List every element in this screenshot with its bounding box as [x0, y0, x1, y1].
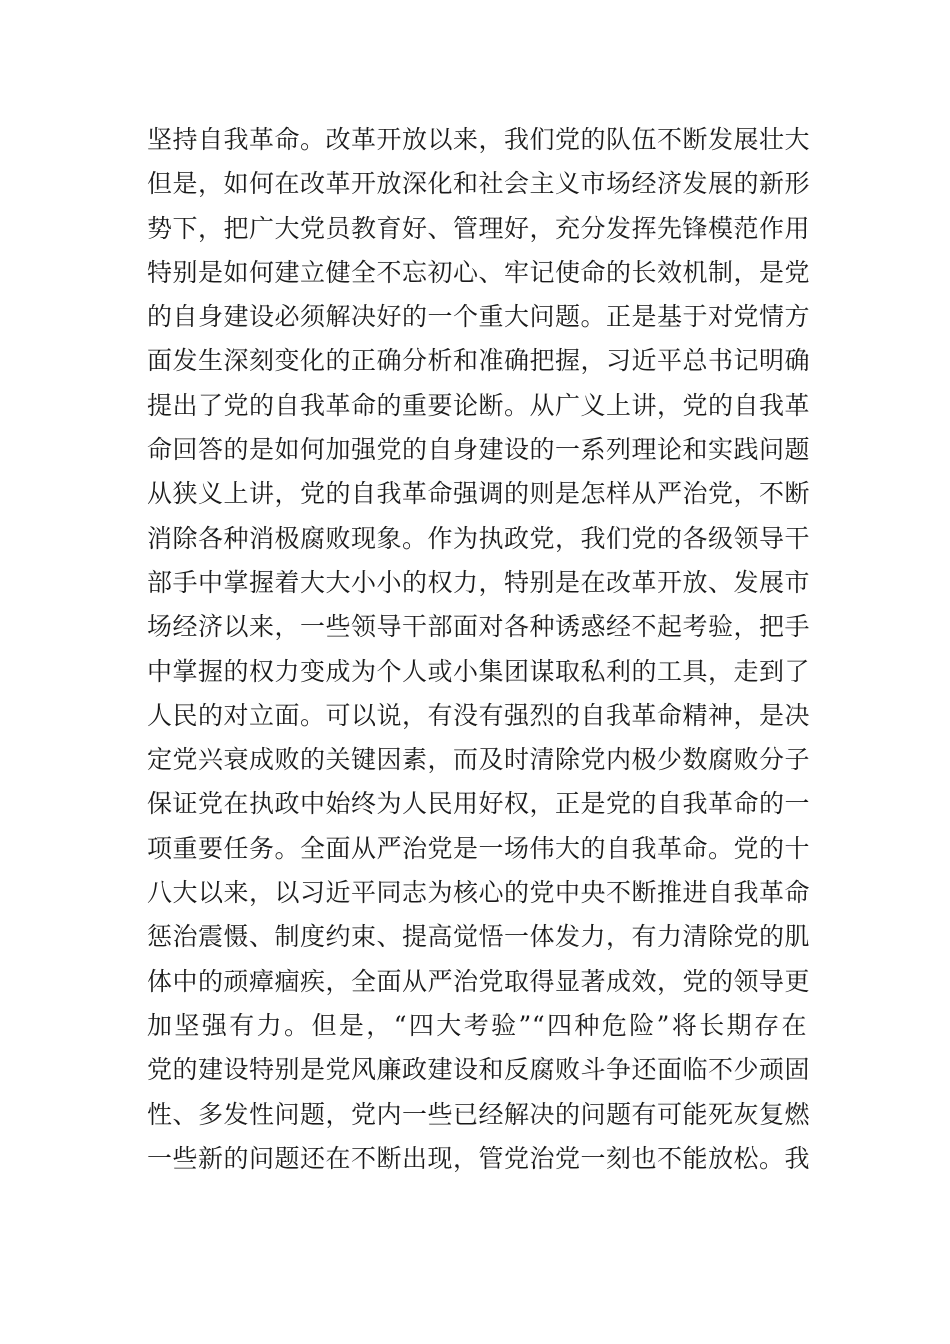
text-line: 加坚强有力。但是，“四大考验”“四种危险”将长期存在: [147, 1010, 807, 1040]
text-line: 一些新的问题还在不断出现，管党治党一刻也不能放松。我: [147, 1143, 811, 1173]
text-line: 的自身建设必须解决好的一个重大问题。正是基于对党情方: [147, 302, 811, 332]
text-line: 坚持自我革命。改革开放以来，我们党的队伍不断发展壮大: [147, 125, 811, 154]
body-text: [147, 118, 811, 1181]
text-line: 定党兴衰成败的关键因素，而及时清除党内极少数腐败分子: [147, 745, 811, 775]
text-line: 面发生深刻变化的正确分析和准确把握，习近平总书记明确: [147, 346, 811, 376]
text-line: 人民的对立面。可以说，有没有强烈的自我革命精神，是决: [147, 700, 811, 730]
text-line: 但是，如何在改革开放深化和社会主义市场经济发展的新形: [147, 169, 811, 199]
text-line: 保证党在执政中始终为人民用好权，正是党的自我革命的一: [147, 789, 811, 819]
text-line: 命回答的是如何加强党的自身建设的一系列理论和实践问题: [147, 435, 811, 465]
text-line: 势下，把广大党员教育好、管理好，充分发挥先锋模范作用: [147, 213, 811, 243]
text-line: 从狭义上讲，党的自我革命强调的则是怎样从严治党，不断: [147, 479, 811, 509]
text-line: 体中的顽瘴痼疾，全面从严治党取得显著成效，党的领导更: [147, 966, 811, 996]
text-line: 党的建设特别是党风廉政建设和反腐败斗争还面临不少顽固: [147, 1055, 811, 1085]
text-line: 八大以来，以习近平同志为核心的党中央不断推进自我革命: [147, 878, 811, 908]
text-line: 提出了党的自我革命的重要论断。从广义上讲，党的自我革: [147, 390, 811, 420]
text-line: 项重要任务。全面从严治党是一场伟大的自我革命。党的十: [147, 833, 811, 863]
text-line: 性、多发性问题，党内一些已经解决的问题有可能死灰复燃: [147, 1099, 811, 1129]
text-line: 特别是如何建立健全不忘初心、牢记使命的长效机制，是党: [147, 257, 811, 287]
text-line: 惩治震慑、制度约束、提高觉悟一体发力，有力清除党的肌: [147, 922, 811, 952]
text-line: 消除各种消极腐败现象。作为执政党，我们党的各级领导干: [147, 523, 811, 553]
text-line: 中掌握的权力变成为个人或小集团谋取私利的工具，走到了: [147, 656, 811, 686]
text-line: 场经济以来，一些领导干部面对各种诱惑经不起考验，把手: [147, 612, 811, 642]
text-line: 部手中掌握着大大小小的权力，特别是在改革开放、发展市: [147, 567, 811, 597]
